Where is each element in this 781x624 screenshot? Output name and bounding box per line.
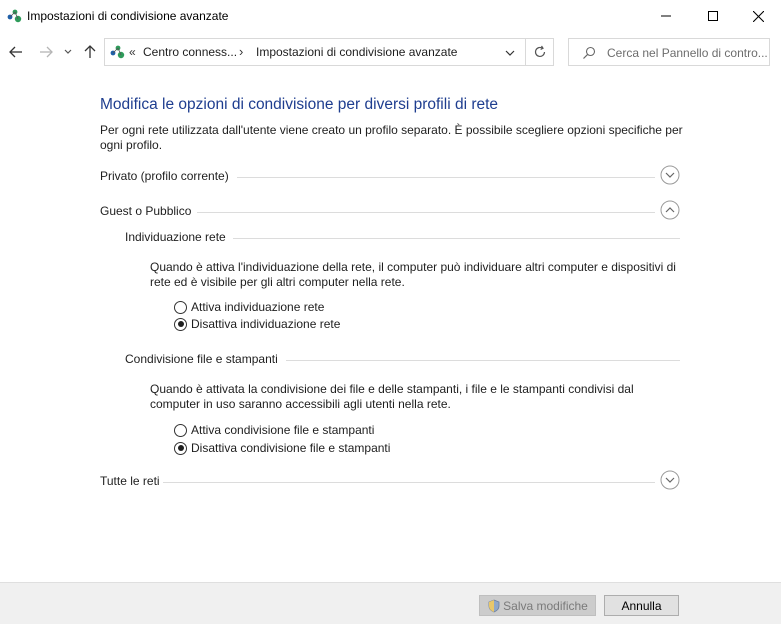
breadcrumb-advanced-sharing[interactable]: Impostazioni di condivisione avanzate xyxy=(256,45,458,59)
address-dropdown-button[interactable] xyxy=(503,46,517,60)
chevron-down-circle-icon xyxy=(660,470,680,490)
minimize-button[interactable] xyxy=(643,0,689,32)
radio-label[interactable]: Disattiva individuazione rete xyxy=(191,317,341,331)
profile-guest-header[interactable] xyxy=(100,204,680,228)
network-sharing-icon xyxy=(6,8,22,24)
arrow-left-icon xyxy=(9,46,23,58)
cancel-button[interactable]: Annulla xyxy=(604,595,679,616)
refresh-button[interactable] xyxy=(526,38,554,66)
collapse-guest-button[interactable] xyxy=(660,200,680,220)
page-title: Modifica le opzioni di condivisione per diversi profili di rete xyxy=(100,96,499,113)
minimize-icon xyxy=(661,11,671,21)
radio-label[interactable]: Attiva condivisione file e stampanti xyxy=(191,423,375,437)
expand-private-button[interactable] xyxy=(660,165,680,185)
back-button[interactable] xyxy=(8,44,24,60)
network-discovery-description: Quando è attiva l'individuazione della rete, il computer può individuare altri computer e dispositivi di rete ed è visibile per gli altri computer nella rete. xyxy=(150,260,676,289)
navigation-bar xyxy=(0,32,781,72)
radio-button[interactable] xyxy=(174,301,187,314)
intro-text: Per ogni rete utilizzata dall'utente viene creato un profilo separato. È possibile scegliere opzioni specifiche per ogni profilo. xyxy=(100,123,683,152)
radio-disable-sharing[interactable] xyxy=(174,440,390,456)
radio-label[interactable]: Disattiva condivisione file e stampanti xyxy=(191,441,391,455)
radio-enable-discovery[interactable] xyxy=(174,299,324,315)
arrow-right-icon xyxy=(39,46,53,58)
divider xyxy=(286,360,680,361)
search-box[interactable] xyxy=(568,38,770,66)
radio-button-checked[interactable] xyxy=(174,442,187,455)
profile-guest-label: Guest o Pubblico xyxy=(100,204,197,218)
radio-disable-discovery[interactable] xyxy=(174,316,340,332)
address-bar[interactable] xyxy=(104,38,526,66)
chevron-up-circle-icon xyxy=(660,200,680,220)
footer-bar xyxy=(0,582,781,624)
search-input[interactable] xyxy=(607,44,767,62)
close-icon xyxy=(753,11,764,22)
divider xyxy=(197,212,655,213)
radio-button[interactable] xyxy=(174,424,187,437)
profile-all-label: Tutte le reti xyxy=(100,474,166,488)
up-button[interactable] xyxy=(82,44,98,60)
profile-private-header[interactable] xyxy=(100,169,680,193)
network-discovery-header xyxy=(125,230,680,246)
expand-all-button[interactable] xyxy=(660,470,680,490)
chevron-down-icon xyxy=(64,49,72,55)
breadcrumb-separator-icon[interactable]: › xyxy=(239,44,244,59)
radio-label[interactable]: Attiva individuazione rete xyxy=(191,300,325,314)
breadcrumb-overflow[interactable]: « xyxy=(129,45,136,59)
recent-locations-button[interactable] xyxy=(62,44,74,60)
maximize-icon xyxy=(708,11,718,21)
forward-button[interactable] xyxy=(38,44,54,60)
save-changes-button[interactable] xyxy=(479,595,596,616)
network-sharing-icon xyxy=(109,44,125,60)
network-discovery-heading: Individuazione rete xyxy=(125,230,226,244)
main-content xyxy=(0,72,781,582)
file-sharing-heading: Condivisione file e stampanti xyxy=(125,352,278,366)
refresh-icon xyxy=(533,45,547,59)
uac-shield-icon xyxy=(487,599,501,613)
chevron-down-circle-icon xyxy=(660,165,680,185)
divider xyxy=(237,177,655,178)
profile-private-label: Privato (profilo corrente) xyxy=(100,169,235,183)
radio-button-checked[interactable] xyxy=(174,318,187,331)
radio-enable-sharing[interactable] xyxy=(174,422,374,438)
window-title: Impostazioni di condivisione avanzate xyxy=(27,9,229,23)
file-sharing-header xyxy=(125,352,680,368)
title-bar xyxy=(0,0,781,32)
close-button[interactable] xyxy=(735,0,781,32)
chevron-down-icon xyxy=(503,46,517,60)
divider xyxy=(233,238,680,239)
arrow-up-icon xyxy=(84,45,96,59)
profile-all-header[interactable] xyxy=(100,474,680,498)
search-icon xyxy=(581,45,597,61)
file-sharing-description: Quando è attivata la condivisione dei file e delle stampanti, i file e le stampanti condivisi dal computer in uso saranno accessibili agli utenti nella rete. xyxy=(150,382,634,411)
maximize-button[interactable] xyxy=(690,0,736,32)
breadcrumb-network-center[interactable]: Centro conness... xyxy=(143,45,238,59)
divider xyxy=(163,482,655,483)
save-changes-label: Salva modifiche xyxy=(503,598,588,613)
